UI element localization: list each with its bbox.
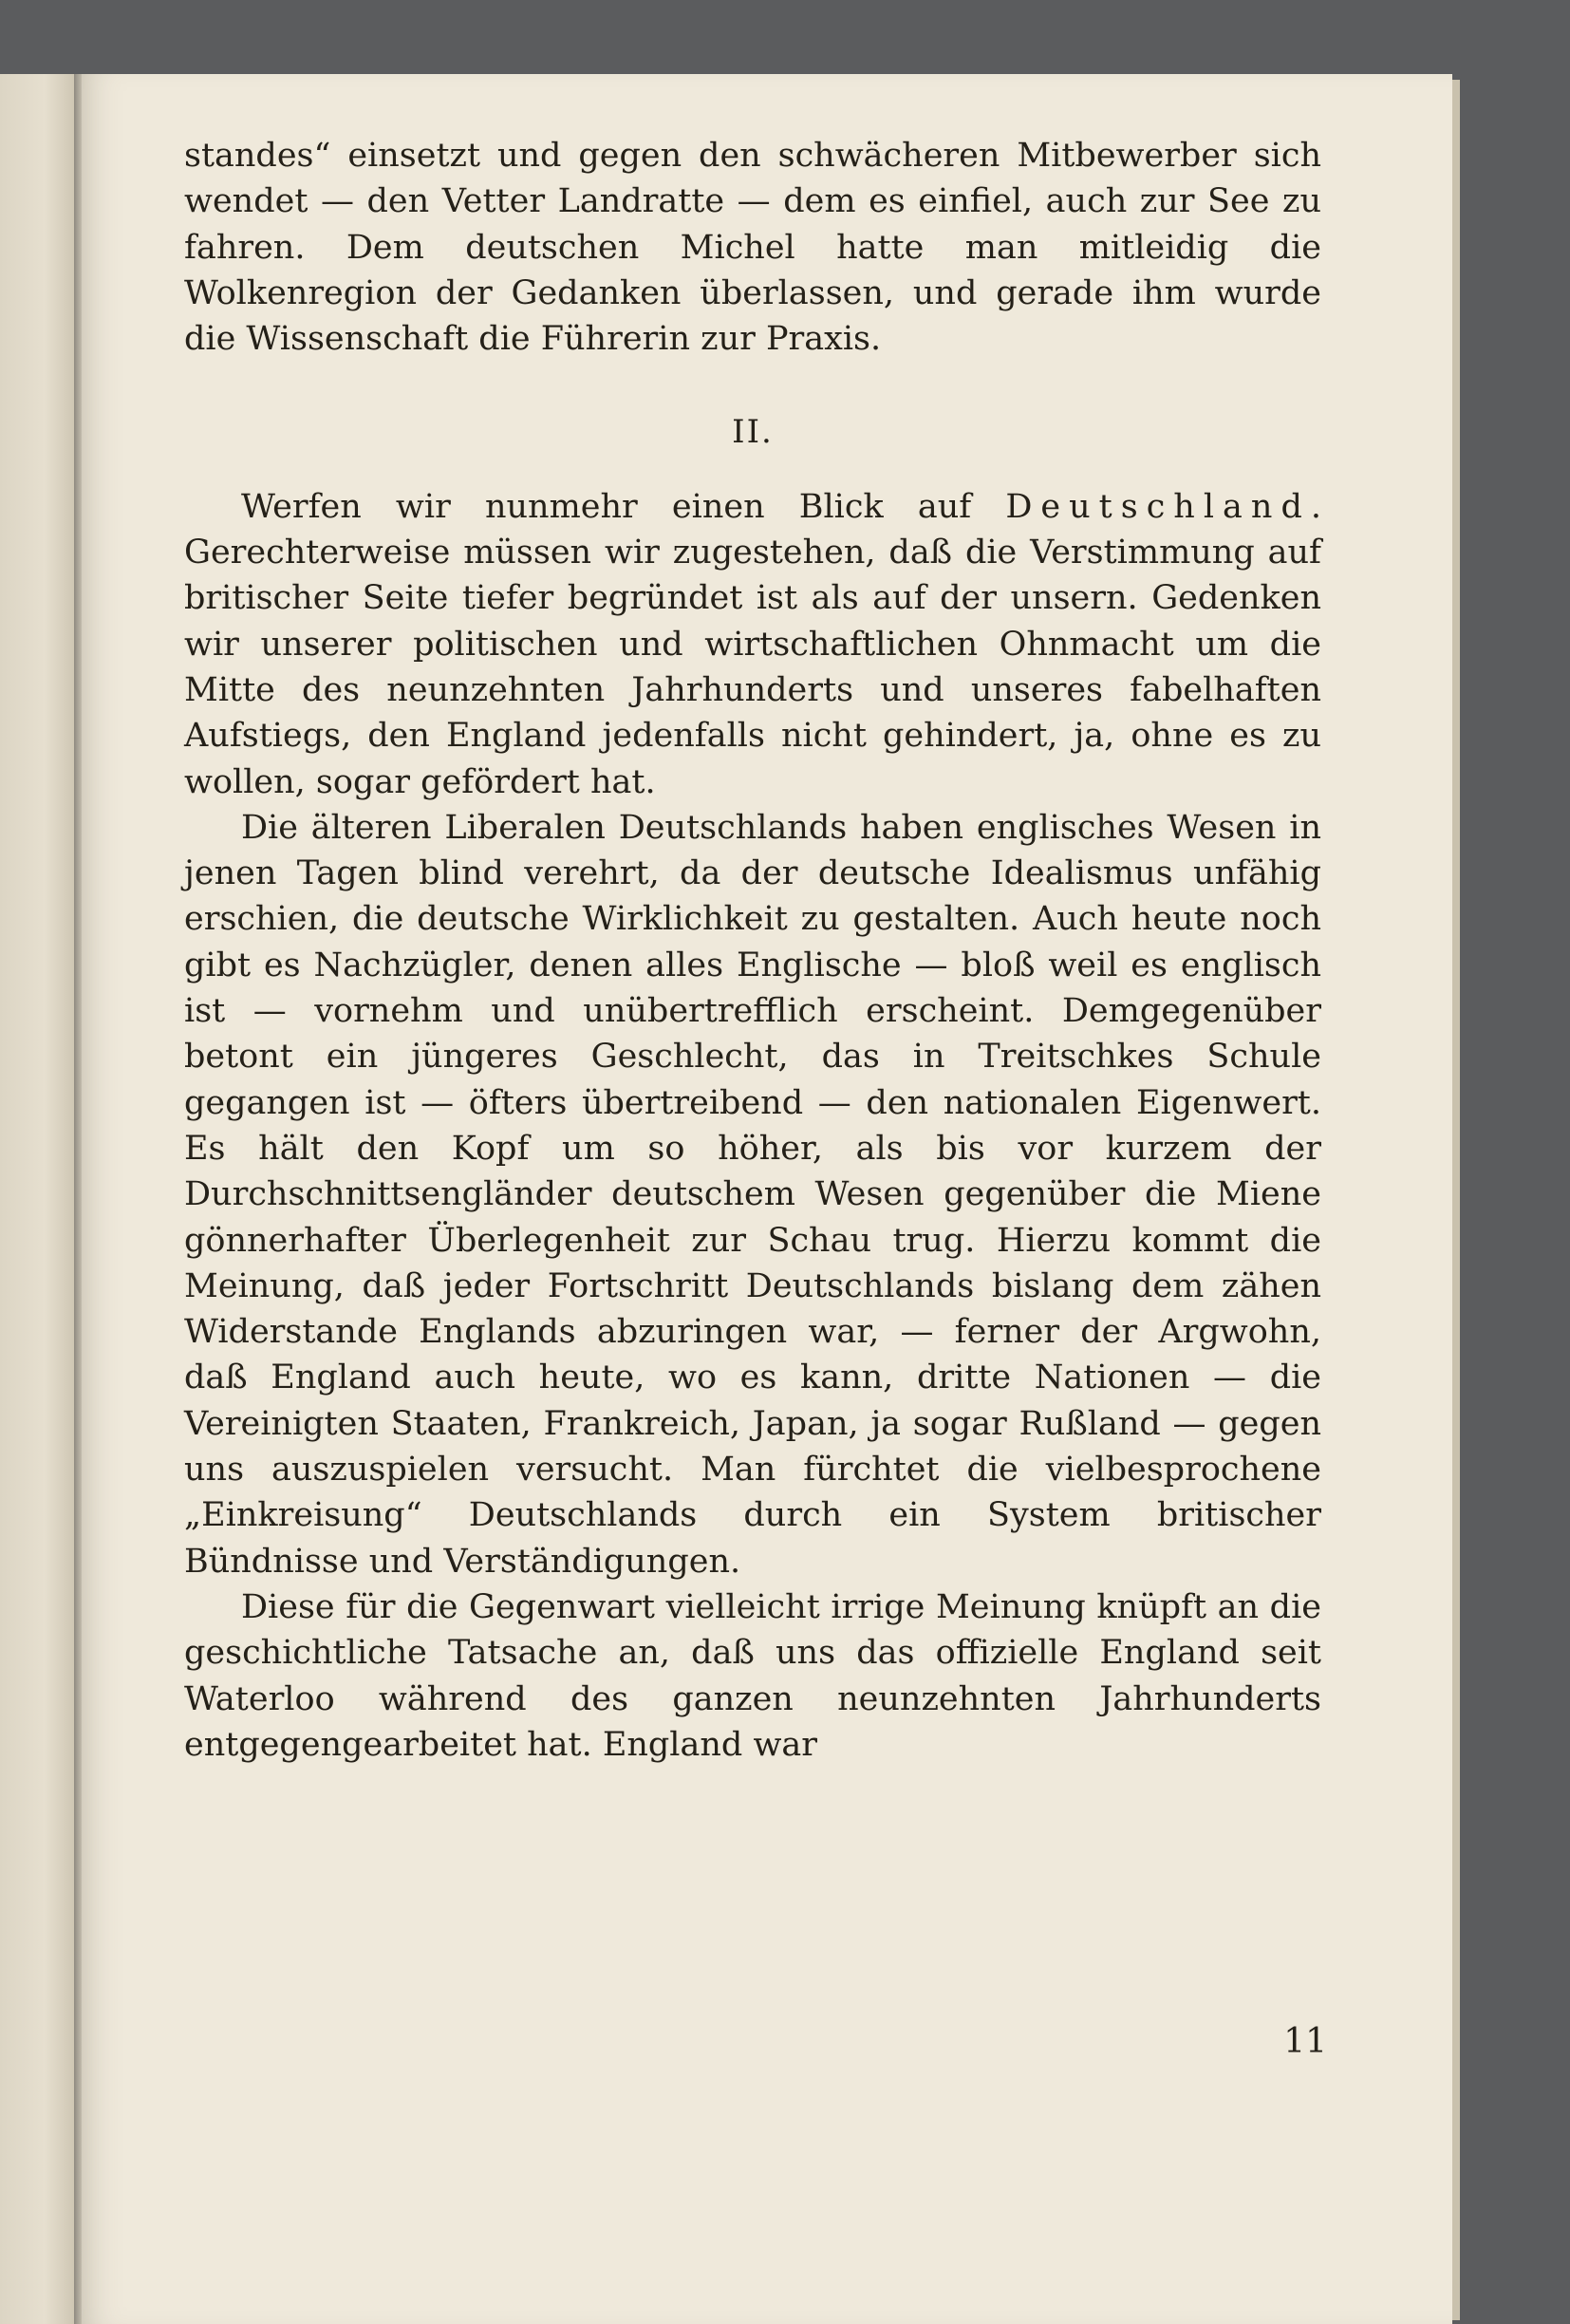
section-heading: II. — [732, 413, 774, 452]
paragraph-2-lead: Werfen wir nunmehr einen Blick auf — [241, 487, 1006, 526]
emphasized-word: Deutschland — [1005, 487, 1311, 526]
paragraph-4: Diese für die Gegenwart vielleicht irrige Meinung knüpft an die geschichtliche Tatsache an, daß uns das offizielle England seit Waterloo während des ganzen neunzehnten Jahrhunderts entgegengearbeitet hat. England war — [184, 1587, 1321, 1764]
page-number: 11 — [1283, 2022, 1327, 2061]
facing-page-edge — [0, 74, 76, 2324]
paragraph-2-rest: . Gerechterweise müssen wir zugestehen, daß die Verstimmung auf britischer Seite tiefer begründet ist als auf der unsern. Gedenken wir unserer politischen und wirtschaftlichen Ohnmacht um die Mitte des neunzehnten Jahrhunderts und unseres fabelhaften Aufstiegs, den England jedenfalls nicht gehindert, ja, ohne es zu wollen, sogar gefördert hat. — [184, 487, 1321, 801]
paragraph-3: Die älteren Liberalen Deutschlands haben englisches Wesen in jenen Tagen blind verehrt, da der deutsche Idealismus unfähig erschien, die deutsche Wirklichkeit zu gestalten. Auch heute noch gibt es Nachzügler, denen alles Englische — bloß weil es englisch ist — vornehm und unübertrefflich erscheint. Demgegenüber betont ein jüngeres Geschlecht, das in Treitschkes Schule gegangen ist — öfters übertreibend — den nationalen Eigenwert. Es hält den Kopf um so höher, als bis vor kurzem der Durchschnittsengländer deutschem Wesen gegenüber die Miene gönnerhafter Überlegenheit zur Schau trug. Hierzu kommt die Meinung, daß jeder Fortschritt Deutschlands bislang dem zähen Widerstande Englands abzuringen war, — ferner der Argwohn, daß England auch heute, wo es kann, dritte Nationen — die Vereinigten Staaten, Frankreich, Japan, ja sogar Rußland — gegen uns auszuspielen versucht. Man fürchtet die vielbesprochene „Einkreisung“ Deutschlands durch ein System britischer Bündnisse und Verständigungen. — [184, 808, 1321, 1581]
page-edge-shadow — [1452, 80, 1460, 2320]
paragraph-1: standes“ einsetzt und gegen den schwächeren Mitbewerber sich wendet — den Vetter Landratte — dem es einfiel, auch zur See zu fahren. Dem deutschen Michel hatte man mitleidig die Wolkenregion der Gedanken überlassen, und gerade ihm wurde die Wissenschaft die Führerin zur Praxis. — [184, 137, 1321, 359]
body-text — [184, 133, 1321, 1768]
paragraph-2 — [184, 484, 1321, 805]
